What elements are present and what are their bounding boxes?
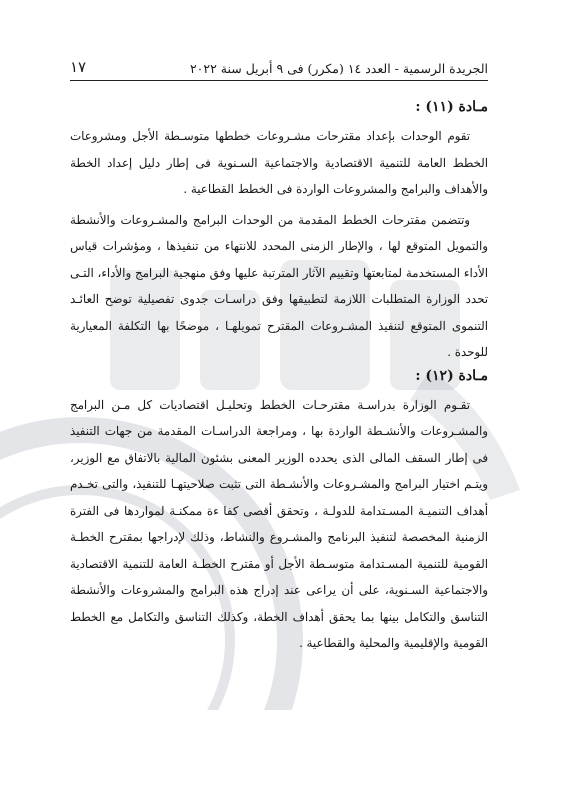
article-12-heading: مـادة (١٢) : — [415, 367, 488, 384]
gazette-title: الجريدة الرسمية - العدد ١٤ (مكرر) فى ٩ أبريل سنة ٢٠٢٢ — [189, 61, 488, 76]
article-11-heading: مـادة (١١) : — [415, 99, 488, 115]
page-number: ١٧ — [70, 58, 87, 76]
page-header — [70, 58, 488, 81]
article-11-paragraph-2: وتتضمن مقترحات الخطط المقدمة من الوحدات البرامج والمشـروعات والأنشطة والتمويل المتوقع لها ، والإطار الزمنى المحدد للانتهاء من تنفيذها ، ومؤشرات قياس الأداء المستخدمة لمتابعتها وتقييم الآثار المترتبة عليها وفق منهجية البرامج والأداء، التـى تحدد الوزارة المتطلبات اللازمة لتطبيقها وفق دراسـات جدوى تفصيلية توضح العائـد التنموى المتوقع لتنفيذ المشـروعات المقترح تمويلهـا ، موضحًا بها التكلفة المعيارية للوحدة . — [70, 212, 488, 359]
article-12-paragraph-1: تقـوم الوزارة بدراسـة مقترحـات الخطط وتحليـل اقتصاديات كل مـن البرامج والمشـروعات والأنشـطة الواردة بها ، ومراجعة الدراسـات المقدمة من جهات التنفيذ فى إطار السقف المالى الذى يحدده الوزير المعنى بشئون المالية بالاتفاق مع الوزير، ويتـم اختيار البرامج والمشـروعات والأنشـطة التى تثبت صلاحيتهـا للتنفيذ، والتى تخـدم أهداف التنميـة المسـتدامة للدولـة ، وتحقق أقصى كفا ءة ممكنـة لمواردها فى الفترة الزمنية المخصصة لتنفيذ البرنامج والمشـروع والنشاط، وذلك لإدراجها بمقترح الخطـة القومية للتنمية المسـتدامة متوسـطة الأجل أو مقترح الخطـة العامة للتنمية الاقتصادية والاجتماعية السـنوية، على أن يراعى عند إدراج هذه البرامج والمشروعات والأنشطة التناسق والتكامل بينها بما يحقق أهداف الخطة، وكذلك التناسق والتكامل مع الخطط القومية والإقليمية والمحلية والقطاعية . — [70, 397, 488, 650]
article-11-paragraph-1: تقوم الوحدات بإعداد مقترحات مشـروعات خططها متوسـطة الأجل ومشروعات الخطط العامة للتنمية الاقتصادية والاجتماعية السـنوية فى إطار دليل إعداد الخطة والأهداف والبرامج والمشروعات الواردة فى الخطط القطاعية . — [70, 129, 488, 196]
